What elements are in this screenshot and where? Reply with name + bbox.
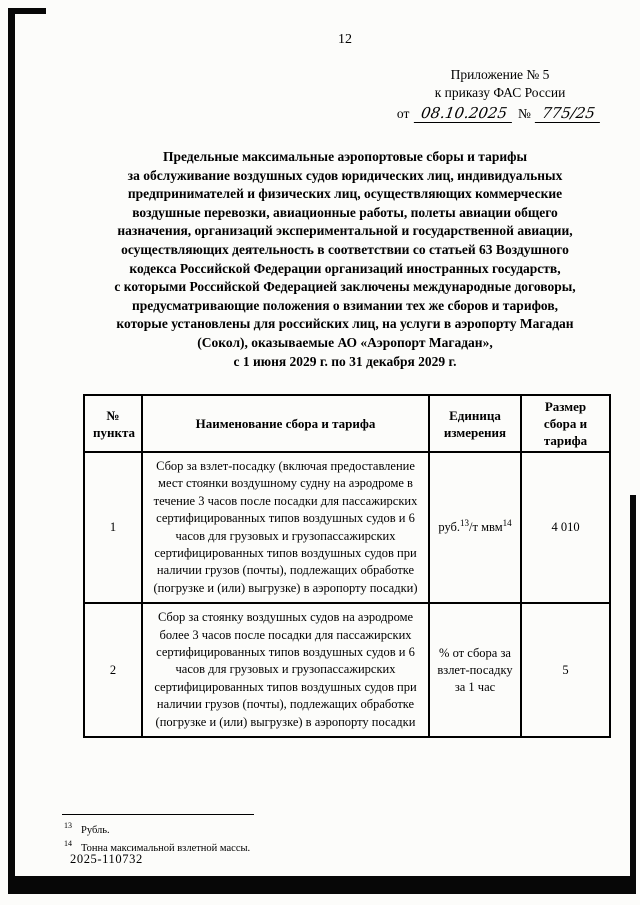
title-line: предпринимателей и физических лиц, осуществляющих коммерческие bbox=[127, 186, 563, 202]
header-fee-size: Размер сбора и тарифа bbox=[521, 395, 610, 452]
document-code: 2025-110732 bbox=[70, 852, 143, 866]
tariff-table bbox=[83, 394, 611, 738]
fee-unit bbox=[429, 452, 521, 603]
from-label: от bbox=[396, 106, 410, 121]
footnote-ref-13: 13 bbox=[460, 517, 470, 528]
header-item-number: № пункта bbox=[84, 395, 142, 452]
title-line: осуществляющих деятельность в соответствии со статьей 63 Воздушного bbox=[121, 241, 569, 257]
footnote-separator bbox=[62, 814, 254, 815]
unit-prefix: руб. bbox=[438, 520, 461, 535]
footnote-marker: 14 bbox=[64, 839, 72, 848]
table-row bbox=[84, 452, 610, 603]
fee-unit: % от сбора за взлет-посадку за 1 час bbox=[429, 603, 521, 737]
fee-name: Сбор за взлет-посадку (включая предоставление мест стоянки воздушному судну на аэродроме в течение 3 часов после посадки для пассажирских сертифицированных типов воздушных судов и 6 часов для грузовых и грузопассажирских сертифицированных типов воздушных судов при наличии грузов (почты), подлежащих обработке (погрузке и (или) выгрузке) в аэропорту посадки) bbox=[142, 452, 429, 603]
document-title bbox=[40, 148, 640, 371]
footnote-text: Рубль. bbox=[81, 824, 110, 836]
fee-value: 4 010 bbox=[521, 452, 610, 603]
title-line: Предельные максимальные аэропортовые сборы и тарифы bbox=[162, 149, 527, 164]
annex-line-1: Приложение № 5 bbox=[450, 67, 550, 82]
footnote-text: Тонна максимальной взлетной массы. bbox=[81, 842, 251, 854]
title-line: с 1 июня 2029 г. по 31 декабря 2029 г. bbox=[233, 353, 457, 369]
page-number: 12 bbox=[338, 32, 352, 47]
scan-edge-bottom bbox=[8, 876, 636, 894]
title-line: с которыми Российской Федерацией заключены международные договоры, bbox=[114, 279, 576, 295]
title-line: предусматривающие положения о взимании тех же сборов и тарифов, bbox=[131, 297, 559, 313]
handwritten-date: 08.10.2025 bbox=[414, 106, 514, 123]
scan-edge-left bbox=[8, 8, 15, 876]
title-line: назначения, организаций экспериментальной и государственной авиации, bbox=[117, 223, 573, 239]
annex-line-2: к приказу ФАС России bbox=[434, 85, 566, 100]
title-line: воздушные перевозки, авиационные работы, полеты авиации общего bbox=[132, 204, 558, 220]
title-line: кодекса Российской Федерации организаций иностранных государств, bbox=[129, 260, 561, 276]
header-fee-name: Наименование сбора и тарифа bbox=[142, 395, 429, 452]
title-line: которые установлены для российских лиц, на услуги в аэропорту Магадан bbox=[116, 316, 574, 332]
annex-header bbox=[383, 66, 617, 123]
fee-name: Сбор за стоянку воздушных судов на аэродроме более 3 часов после посадки для пассажирских сертифицированных типов воздушных судов и 6 часов для грузовых и грузопассажирских сертифицированных типов воздушных судов при наличии грузов (почты), подлежащих обработке (погрузке и (или) выгрузке) в аэропорту посадки bbox=[142, 603, 429, 737]
unit-mid: /т мвм bbox=[469, 520, 503, 535]
title-line: (Сокол), оказываемые АО «Аэропорт Магадан», bbox=[197, 334, 493, 350]
row-number: 1 bbox=[84, 452, 142, 603]
table-header-row bbox=[84, 395, 610, 452]
table-row bbox=[84, 603, 610, 737]
row-number: 2 bbox=[84, 603, 142, 737]
number-label: № bbox=[518, 106, 531, 121]
handwritten-order-number: 775/25 bbox=[535, 106, 602, 123]
footnotes bbox=[64, 819, 484, 855]
header-unit: Единица измерения bbox=[429, 395, 521, 452]
order-date-line bbox=[383, 105, 617, 123]
footnote-13 bbox=[64, 819, 484, 837]
footnote-ref-14: 14 bbox=[502, 517, 512, 528]
title-line: за обслуживание воздушных судов юридических лиц, индивидуальных bbox=[127, 167, 563, 183]
scan-edge-right bbox=[630, 495, 636, 876]
footnote-marker: 13 bbox=[64, 821, 72, 830]
fee-value: 5 bbox=[521, 603, 610, 737]
